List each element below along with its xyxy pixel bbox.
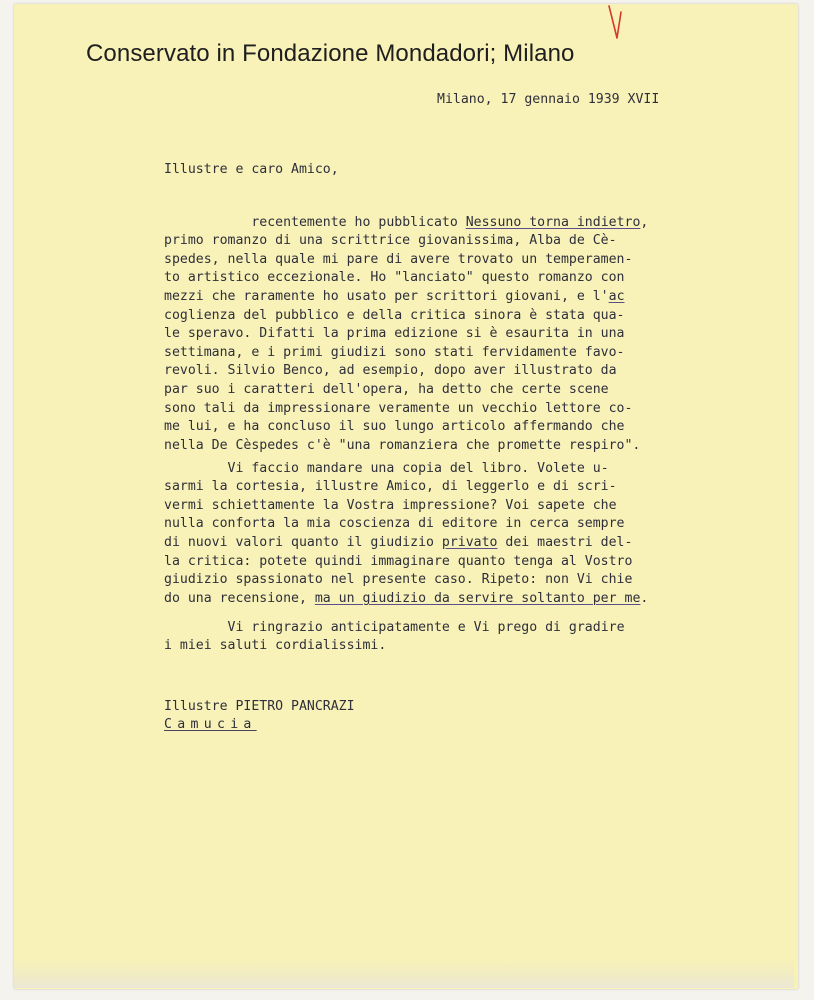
line: mezzi che raramente ho usato per scrittori giovani, e l'ac xyxy=(164,288,625,304)
paragraph-1 xyxy=(164,195,648,474)
archive-watermark: Conservato in Fondazione Mondadori; Milano xyxy=(86,40,575,67)
line: primo romanzo di una scrittrice giovanissima, Alba de Cè- xyxy=(164,233,617,249)
line: sono tali da impressionare veramente un vecchio lettore co- xyxy=(164,400,633,416)
line: nulla conforta la mia coscienza di editore in cerca sempre xyxy=(164,516,625,532)
addressee-block xyxy=(164,679,355,753)
paragraph-3 xyxy=(164,600,625,674)
addressee-name: Illustre PIETRO PANCRAZI xyxy=(164,698,355,714)
red-check-mark xyxy=(606,4,626,46)
line: la critica: potete quindi immaginare quanto tenga al Vostro xyxy=(164,553,633,569)
line: di nuovi valori quanto il giudizio privato dei maestri del- xyxy=(164,534,633,550)
addressee-place: Camucia xyxy=(164,717,257,733)
sheet-bottom-edge xyxy=(14,958,794,988)
line: me lui, e ha concluso il suo lungo articolo affermando che xyxy=(164,419,625,435)
letter-date: Milano, 17 gennaio 1939 XVII xyxy=(437,92,660,107)
line: recentemente ho pubblicato Nessuno torna indietro, xyxy=(251,214,649,230)
line: revoli. Silvio Benco, ad esempio, dopo aver illustrato da xyxy=(164,363,617,379)
line: spedes, nella quale mi pare di avere trovato un temperamen- xyxy=(164,251,633,267)
line: coglienza del pubblico e della critica sinora è stata qua- xyxy=(164,307,625,323)
line: vermi schiettamente la Vostra impressione? Voi sapete che xyxy=(164,497,617,513)
book-title: Nessuno torna indietro xyxy=(465,214,641,230)
line: giudizio spassionato nel presente caso. Ripeto: non Vi chie xyxy=(164,572,633,588)
line: i miei saluti cordialissimi. xyxy=(164,638,387,654)
line: do una recensione, ma un giudizio da servire soltanto per me. xyxy=(164,590,649,606)
line: Vi ringrazio anticipatamente e Vi prego di gradire xyxy=(227,619,625,635)
line: to artistico eccezionale. Ho "lanciato" questo romanzo con xyxy=(164,270,625,286)
line: le speravo. Difatti la prima edizione si è esaurita in una xyxy=(164,326,625,342)
line: nella De Cèspedes c'è "una romanziera che promette respiro". xyxy=(164,437,641,453)
line: settimana, e i primi giudizi sono stati fervidamente favo- xyxy=(164,344,625,360)
letter-salutation: Illustre e caro Amico, xyxy=(164,162,339,177)
line: Vi faccio mandare una copia del libro. Volete u- xyxy=(227,460,609,476)
line: sarmi la cortesia, illustre Amico, di leggerlo e di scri- xyxy=(164,479,617,495)
line: par suo i caratteri dell'opera, ha detto che certe scene xyxy=(164,381,609,397)
